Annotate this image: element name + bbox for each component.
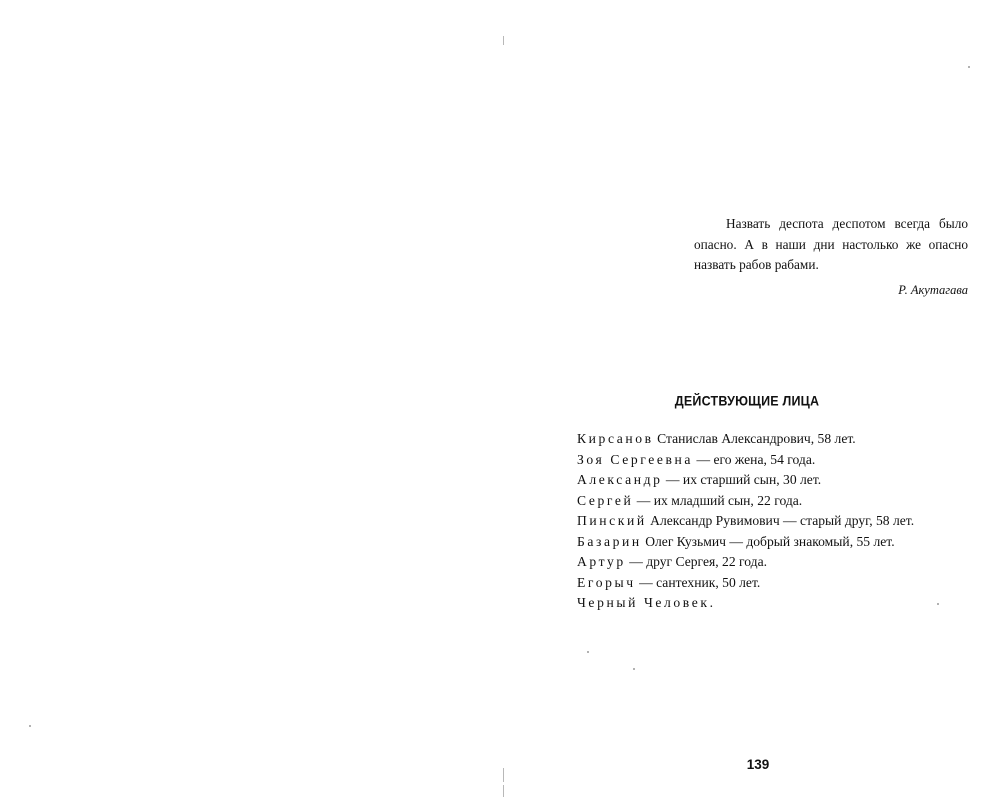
- character-description: — его жена, 54 года.: [693, 451, 816, 467]
- character-name: Черный Человек: [577, 595, 710, 610]
- fold-mark-top: [503, 36, 504, 45]
- character-name: Базарин: [577, 533, 642, 549]
- epigraph-author: Р. Акутагава: [898, 282, 968, 297]
- character-description: — друг Сергея, 22 года.: [625, 554, 768, 569]
- cast-item: [577, 552, 977, 573]
- scan-speck: [968, 66, 970, 68]
- character-name: Артур: [577, 554, 626, 569]
- cast-item: [577, 532, 977, 553]
- character-description: .: [709, 595, 713, 610]
- character-name: Пинский: [577, 513, 647, 528]
- character-name: Кирсанов: [577, 431, 654, 446]
- fold-mark-bottom: [503, 768, 504, 782]
- scan-speck: [29, 725, 31, 727]
- cast-item: [577, 491, 977, 512]
- spread-fold: [503, 0, 504, 800]
- page-number: 139: [746, 757, 770, 772]
- epigraph: [694, 214, 968, 300]
- character-description: — сантехник, 50 лет.: [635, 574, 761, 590]
- cast-item: [577, 511, 977, 532]
- epigraph-text: Назвать деспота деспотом всегда было опасно. А в наши дни настолько же опасно назвать рабов рабами.: [694, 216, 968, 272]
- character-name: Сергей: [577, 492, 634, 508]
- cast-item: [577, 573, 977, 594]
- character-description: Олег Кузьмич — добрый знакомый, 55 лет.: [641, 533, 895, 549]
- character-description: Александр Рувимович — старый друг, 58 лет.: [646, 513, 915, 528]
- character-name: Александр: [577, 472, 663, 487]
- scan-speck: [587, 651, 589, 653]
- character-description: — их младший сын, 22 года.: [633, 492, 803, 508]
- cast-list: [577, 429, 977, 614]
- cast-heading: ДЕЙСТВУЮЩИЕ ЛИЦА: [674, 393, 820, 409]
- cast-item: [577, 450, 977, 471]
- cast-item: [577, 429, 977, 450]
- fold-mark-bottom-2: [503, 785, 504, 797]
- character-name: Зоя Сергеевна: [577, 451, 694, 467]
- cast-item: [577, 593, 977, 614]
- character-description: — их старший сын, 30 лет.: [662, 472, 822, 487]
- scan-speck: [633, 668, 635, 670]
- character-description: Станислав Александрович, 58 лет.: [653, 431, 856, 446]
- character-name: Егорыч: [577, 574, 636, 590]
- cast-item: [577, 470, 977, 491]
